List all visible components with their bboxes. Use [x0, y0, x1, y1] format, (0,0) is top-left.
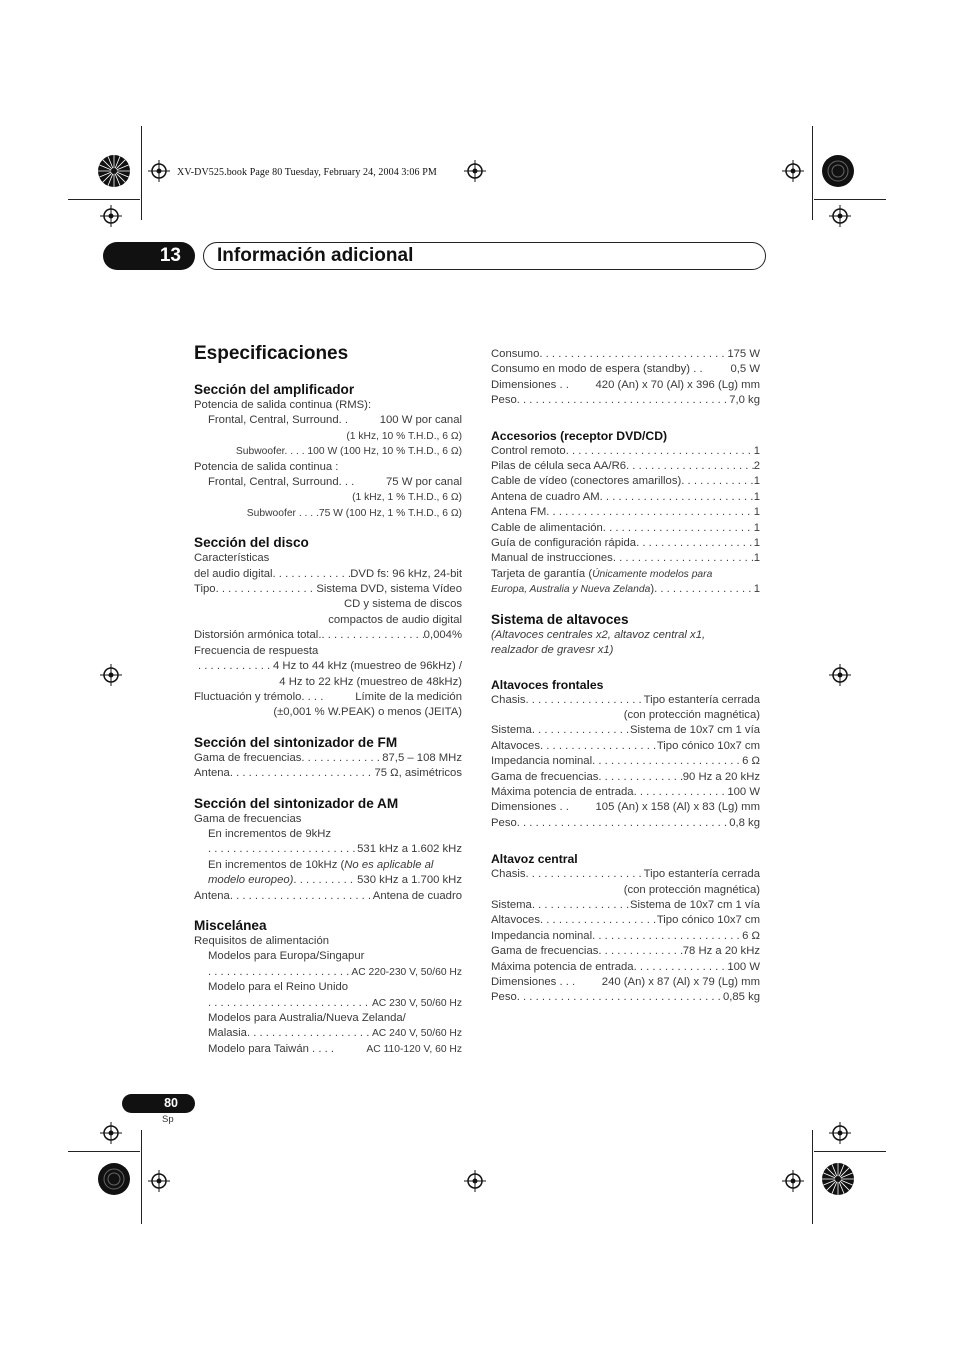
crosshair-target-icon	[100, 664, 122, 686]
accessory-row: Tarjeta de garantía (Únicamente modelos para	[491, 567, 713, 580]
spec-value: CD y sistema de discos	[343, 598, 462, 611]
spec-row: Dimensiones . . . 240 (An) x 87 (Al) x 79 (Lg) mm	[491, 976, 760, 988]
spec-row: Peso . . . 0,8 kg	[491, 816, 760, 831]
page-number: 80	[122, 1094, 195, 1113]
chapter-number: 13	[103, 242, 195, 270]
spec-value: (±0,001 % W.PEAK) o menos (JEITA)	[273, 706, 462, 719]
spec-label: Requisitos de alimentación	[194, 934, 330, 947]
registration-starburst-icon	[97, 154, 131, 188]
registration-dial-icon	[97, 1162, 131, 1196]
crosshair-target-icon	[829, 205, 851, 227]
spec-value: (con protección magnética)	[623, 708, 760, 721]
crosshair-target-icon	[100, 1122, 122, 1144]
page-title: Especificaciones	[194, 343, 349, 364]
crosshair-target-icon	[829, 1122, 851, 1144]
registration-dial-icon	[821, 154, 855, 188]
spec-row: . . . 4 Hz to 44 kHz (muestreo de 96kHz) /	[194, 659, 462, 674]
spec-row: Frontal, Central, Surround. . 100 W por canal	[208, 414, 462, 427]
spec-row: Máxima potencia de entrada . . . 100 W	[491, 960, 760, 975]
spec-label: Gama de frecuencias	[194, 812, 302, 825]
spec-value: (1 kHz, 1 % T.H.D., 6 Ω)	[352, 492, 462, 504]
accessory-row: Control remoto . . . 1	[491, 444, 760, 459]
section-subtitle: (Altavoces centrales x2, altavoz central x1,	[491, 628, 706, 641]
spec-label: En incrementos de 9kHz	[208, 827, 332, 840]
spec-row: Gama de frecuencias . . . 87,5 – 108 MHz	[194, 751, 462, 766]
spec-row: Sistema . . . Sistema de 10x7 cm 1 vía	[491, 898, 760, 913]
accessory-row: Antena FM . . . 1	[491, 505, 760, 520]
spec-label: Modelos para Europa/Singapur	[208, 950, 365, 963]
spec-row: Máxima potencia de entrada . . . 100 W	[491, 785, 760, 800]
crosshair-target-icon	[464, 1170, 486, 1192]
section-subtitle: realzador de gravesr x1)	[491, 644, 614, 657]
specs-left-column	[194, 342, 462, 1057]
spec-value: compactos de audio digital	[328, 613, 462, 626]
spec-label: Características	[194, 552, 270, 565]
spec-row: . . . AC 220-230 V, 50/60 Hz	[194, 965, 462, 980]
spec-row: Consumo en modo de espera (standby) . . 0,5 W	[491, 363, 760, 376]
chapter-title: Información adicional	[203, 242, 766, 270]
accessory-row: Manual de instrucciones . . . 1	[491, 551, 760, 566]
print-header: XV-DV525.book Page 80 Tuesday, February 24, 2004 3:06 PM	[177, 167, 437, 178]
spec-label: Frecuencia de respuesta	[194, 644, 319, 657]
section-heading: Sección del amplificador	[194, 382, 355, 397]
accessory-row: Guía de configuración rápida . . . 1	[491, 536, 760, 551]
section-heading: Sistema de altavoces	[491, 611, 629, 627]
spec-row: Altavoces . . . Tipo cónico 10x7 cm	[491, 913, 760, 928]
accessory-row: Cable de alimentación . . . 1	[491, 521, 760, 536]
section-heading: Sección del disco	[194, 535, 309, 551]
spec-value: (con protección magnética)	[623, 883, 760, 896]
spec-row: Altavoces . . . Tipo cónico 10x7 cm	[491, 739, 760, 754]
spec-row: Consumo . . . 175 W	[491, 347, 760, 362]
accessory-row: Pilas de célula seca AA/R6 . . . 2	[491, 459, 760, 474]
spec-label: Potencia de salida continua :	[194, 460, 339, 473]
spec-row: del audio digital . . . DVD fs: 96 kHz, 24-bit	[194, 567, 462, 582]
spec-row: modelo europeo) . . . 530 kHz a 1.700 kHz	[194, 873, 462, 888]
spec-value: 4 Hz to 22 kHz (muestreo de 48kHz)	[279, 675, 462, 688]
section-heading: Accesorios (receptor DVD/CD)	[491, 428, 668, 443]
spec-row: Peso . . . 0,85 kg	[491, 990, 760, 1005]
subsection-heading: Altavoz central	[491, 852, 578, 867]
spec-row: Antena . . . 75 Ω, asimétricos	[194, 766, 462, 781]
spec-row: Modelo para Taiwán . . . . AC 110-120 V, 60 Hz	[208, 1042, 462, 1055]
spec-row: Chasis . . . Tipo estantería cerrada	[491, 867, 760, 882]
crosshair-target-icon	[148, 160, 170, 182]
spec-row: Frontal, Central, Surround. . . 75 W por canal	[208, 476, 462, 489]
spec-row: Impedancia nominal . . . 6 Ω	[491, 929, 760, 944]
spec-value: (1 kHz, 10 % T.H.D., 6 Ω)	[346, 430, 462, 442]
spec-row: Dimensiones . . 420 (An) x 70 (Al) x 396 (Lg) mm	[491, 378, 760, 391]
spec-row: Sistema . . . Sistema de 10x7 cm 1 vía	[491, 723, 760, 738]
spec-label: En incrementos de 10kHz (No es aplicable al	[208, 858, 434, 871]
crosshair-target-icon	[100, 205, 122, 227]
spec-row: Peso . . . 7,0 kg	[491, 393, 760, 408]
spec-row: Antena . . . Antena de cuadro	[194, 889, 462, 904]
spec-row: Impedancia nominal . . . 6 Ω	[491, 754, 760, 769]
accessory-row: Cable de vídeo (conectores amarillos) . . . 1	[491, 474, 760, 489]
spec-row: . . . 531 kHz a 1.602 kHz	[194, 842, 462, 857]
spec-row: Tipo . . . Sistema DVD, sistema Vídeo	[194, 582, 462, 597]
registration-starburst-icon	[821, 1162, 855, 1196]
specs-right-column	[491, 347, 760, 1006]
page-language: Sp	[162, 1114, 174, 1125]
accessory-row: Europa, Australia y Nueva Zelanda ) . . . 1	[491, 582, 760, 597]
spec-row: Dimensiones . . 105 (An) x 158 (Al) x 83 (Lg) mm	[491, 801, 760, 814]
spec-row: Fluctuación y trémolo. . . . Límite de la medición	[194, 690, 462, 703]
accessory-row: Antena de cuadro AM . . . 1	[491, 490, 760, 505]
spec-label: Modelo para el Reino Unido	[208, 981, 349, 994]
spec-label: Potencia de salida continua (RMS):	[194, 399, 372, 411]
crosshair-target-icon	[782, 160, 804, 182]
crosshair-target-icon	[782, 1170, 804, 1192]
spec-row: Chasis . . . Tipo estantería cerrada	[491, 693, 760, 708]
section-heading: Miscelánea	[194, 917, 267, 933]
spec-row: Distorsión armónica total. . . . 0,004%	[194, 628, 462, 643]
spec-row: Subwoofer . . . .75 W (100 Hz, 1 % T.H.D., 6 Ω)	[246, 507, 462, 519]
spec-row: Subwoofer. . . . 100 W (100 Hz, 10 % T.H.D., 6 Ω)	[235, 446, 462, 458]
subsection-heading: Altavoces frontales	[491, 677, 604, 692]
spec-row: Gama de frecuencias . . . 78 Hz a 20 kHz	[491, 944, 760, 959]
spec-row: . . . AC 230 V, 50/60 Hz	[194, 996, 462, 1011]
crosshair-target-icon	[464, 160, 486, 182]
section-heading: Sección del sintonizador de AM	[194, 795, 399, 811]
spec-label: Modelos para Australia/Nueva Zelanda/	[208, 1012, 406, 1024]
section-heading: Sección del sintonizador de FM	[194, 734, 398, 750]
spec-row: Malasia . . . AC 240 V, 50/60 Hz	[194, 1026, 462, 1041]
crosshair-target-icon	[829, 664, 851, 686]
spec-row: Gama de frecuencias . . . 90 Hz a 20 kHz	[491, 770, 760, 785]
crosshair-target-icon	[148, 1170, 170, 1192]
